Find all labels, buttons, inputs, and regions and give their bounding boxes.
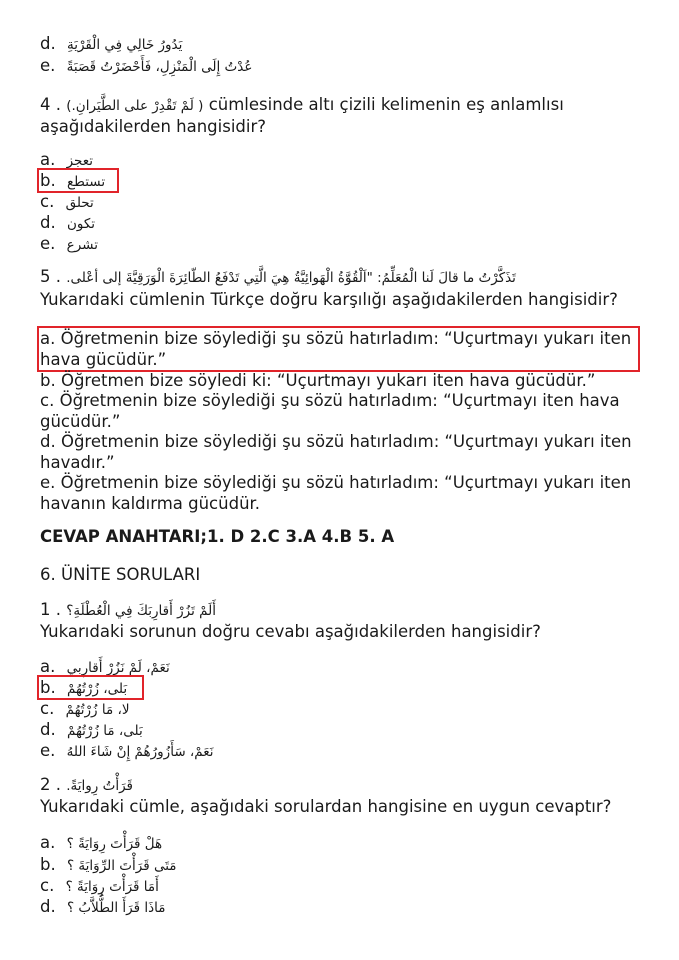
option-e-prev: [40, 56, 252, 77]
option-arabic: تعجز: [66, 153, 94, 169]
u6q1-number: 1 .: [40, 600, 61, 619]
option-label: b.: [40, 678, 56, 697]
q5-arabic: تَذَكَّرْتُ ما قالَ لَنا الْمُعَلِّمُ: "اَلْقُوَّةُ الْهَوائِيَّةُ هِيَ الَّتِي تَدْفَعُ الطّائِرَةَ الْوَرَقِيَّةَ إلى أعْلى.: [66, 270, 516, 286]
option-arabic: لا، مَا زُرْتُهُمْ: [65, 702, 130, 718]
u6q1-option-e: [40, 741, 214, 762]
option-label: e.: [40, 741, 56, 760]
q4-option-e: [40, 234, 98, 255]
q4-option-c: [40, 192, 94, 213]
option-arabic: يَدُورُ خَالِي فِي الْقَرْيَةِ: [66, 37, 183, 53]
option-label: b.: [40, 171, 56, 190]
option-label: a.: [40, 150, 56, 169]
option-arabic: أَمَا قَرَأْتَ رِوَايَةً ؟: [65, 879, 159, 895]
option-label: a.: [40, 657, 56, 676]
option-arabic: تستطع: [66, 174, 106, 190]
u6q2-option-d: [40, 897, 165, 918]
u6q1-arabic: أَلَمْ تَزُرْ أَقارِبَكَ فِي الْعُطْلَةِ؟: [66, 603, 216, 619]
q4-option-d: [40, 213, 95, 234]
option-label: d.: [40, 34, 56, 53]
option-text: Öğretmenin bize söylediği şu sözü hatırladım: “Uçurtmayı iten hava gücüdür.”: [40, 391, 620, 431]
option-label: e.: [40, 473, 56, 492]
u6q1-answer-highlight-box: [37, 675, 144, 700]
option-label: d.: [40, 432, 56, 451]
option-arabic: تكون: [66, 216, 96, 232]
option-arabic: بَلى، زُرْتُهُمْ: [66, 681, 128, 697]
option-arabic: مَاذَا قَرَأَ الطُّلاَّبُ ؟: [66, 900, 166, 916]
u6q1-heading: [40, 600, 216, 621]
option-d-prev: [40, 34, 182, 55]
u6q2-arabic: قَرَأْتُ رِوايَةً.: [66, 778, 133, 794]
option-label: c.: [40, 391, 55, 410]
q4-arabic-phrase: ( لَمْ تَقْدِرْ على الطَّيَرانِ.): [66, 98, 204, 114]
q5-option-e: [40, 472, 650, 514]
u6q2-option-c: [40, 876, 159, 897]
q5-option-b: [40, 370, 650, 391]
u6q2-heading: [40, 775, 133, 796]
q5-option-c: [40, 390, 650, 432]
unit-title: 6. ÜNİTE SORULARI: [40, 565, 201, 584]
option-arabic: نَعَمْ، لَمْ نَزُرْ أَقارِبِي: [66, 660, 170, 676]
u6q1-option-d: [40, 720, 143, 741]
option-arabic: مَتَى قَرَأْتَ الرِّوَايَةَ ؟: [66, 858, 177, 874]
option-text: Öğretmenin bize söylediği şu sözü hatırladım: “Uçurtmayı yukarı iten havadır.”: [40, 432, 632, 472]
q5-option-d: [40, 431, 650, 473]
u6q2-option-b: [40, 855, 177, 876]
option-label: a.: [40, 833, 56, 852]
q4-answer-highlight-box: [37, 168, 119, 193]
u6q2-option-a: [40, 833, 162, 854]
option-label: d.: [40, 213, 56, 232]
u6q2-number: 2 .: [40, 775, 61, 794]
q4-text-line2: aşağıdakilerden hangisidir?: [40, 117, 267, 136]
u6q1-question: Yukarıdaki sorunun doğru cevabı aşağıdakilerden hangisidir?: [40, 622, 541, 641]
option-text: Öğretmen bize söyledi ki: “Uçurtmayı yukarı iten hava gücüdür.”: [60, 371, 596, 390]
option-arabic: تحلق: [65, 195, 94, 211]
q5-heading: [40, 267, 516, 288]
option-text: Öğretmenin bize söylediği şu sözü hatırladım: “Uçurtmayı yukarı iten hava gücüdür.”: [40, 329, 632, 369]
option-label: b.: [40, 371, 56, 390]
answer-key: CEVAP ANAHTARI;1. D 2.C 3.A 4.B 5. A: [40, 527, 395, 546]
u6q1-option-c: [40, 699, 130, 720]
option-arabic: عُدْتُ إِلَى الْمَنْزِلِ، فَأَحْضَرْتُ قَصَبَةً: [66, 59, 253, 75]
option-label: e.: [40, 234, 56, 253]
option-label: a.: [40, 329, 56, 348]
q5-number: 5 .: [40, 267, 61, 286]
option-arabic: تشرع: [66, 237, 98, 253]
option-label: d.: [40, 897, 56, 916]
q5-question: Yukarıdaki cümlenin Türkçe doğru karşılığı aşağıdakilerden hangisidir?: [40, 290, 618, 309]
option-label: c.: [40, 192, 55, 211]
option-label: e.: [40, 56, 56, 75]
q4-text-line1: cümlesinde altı çizili kelimenin eş anlamlısı: [208, 95, 564, 114]
option-label: b.: [40, 855, 56, 874]
option-label: c.: [40, 699, 55, 718]
option-label: c.: [40, 876, 55, 895]
option-arabic: هَلْ قَرَأْتَ رِوَايَةً ؟: [66, 836, 163, 852]
u6q2-question: Yukarıdaki cümle, aşağıdaki sorulardan hangisine en uygun cevaptır?: [40, 797, 612, 816]
q4-heading: [40, 95, 564, 116]
q4-number: 4 .: [40, 95, 61, 114]
option-arabic: نَعَمْ، سَأَزُورُهُمْ إِنْ شَاءَ اللهُ: [66, 744, 214, 760]
option-label: d.: [40, 720, 56, 739]
q5-option-a: [40, 328, 650, 370]
option-text: Öğretmenin bize söylediği şu sözü hatırladım: “Uçurtmayı yukarı iten havanın kaldırma gücüdür.: [40, 473, 632, 513]
option-arabic: بَلى، مَا زُرْتُهُمْ: [66, 723, 143, 739]
